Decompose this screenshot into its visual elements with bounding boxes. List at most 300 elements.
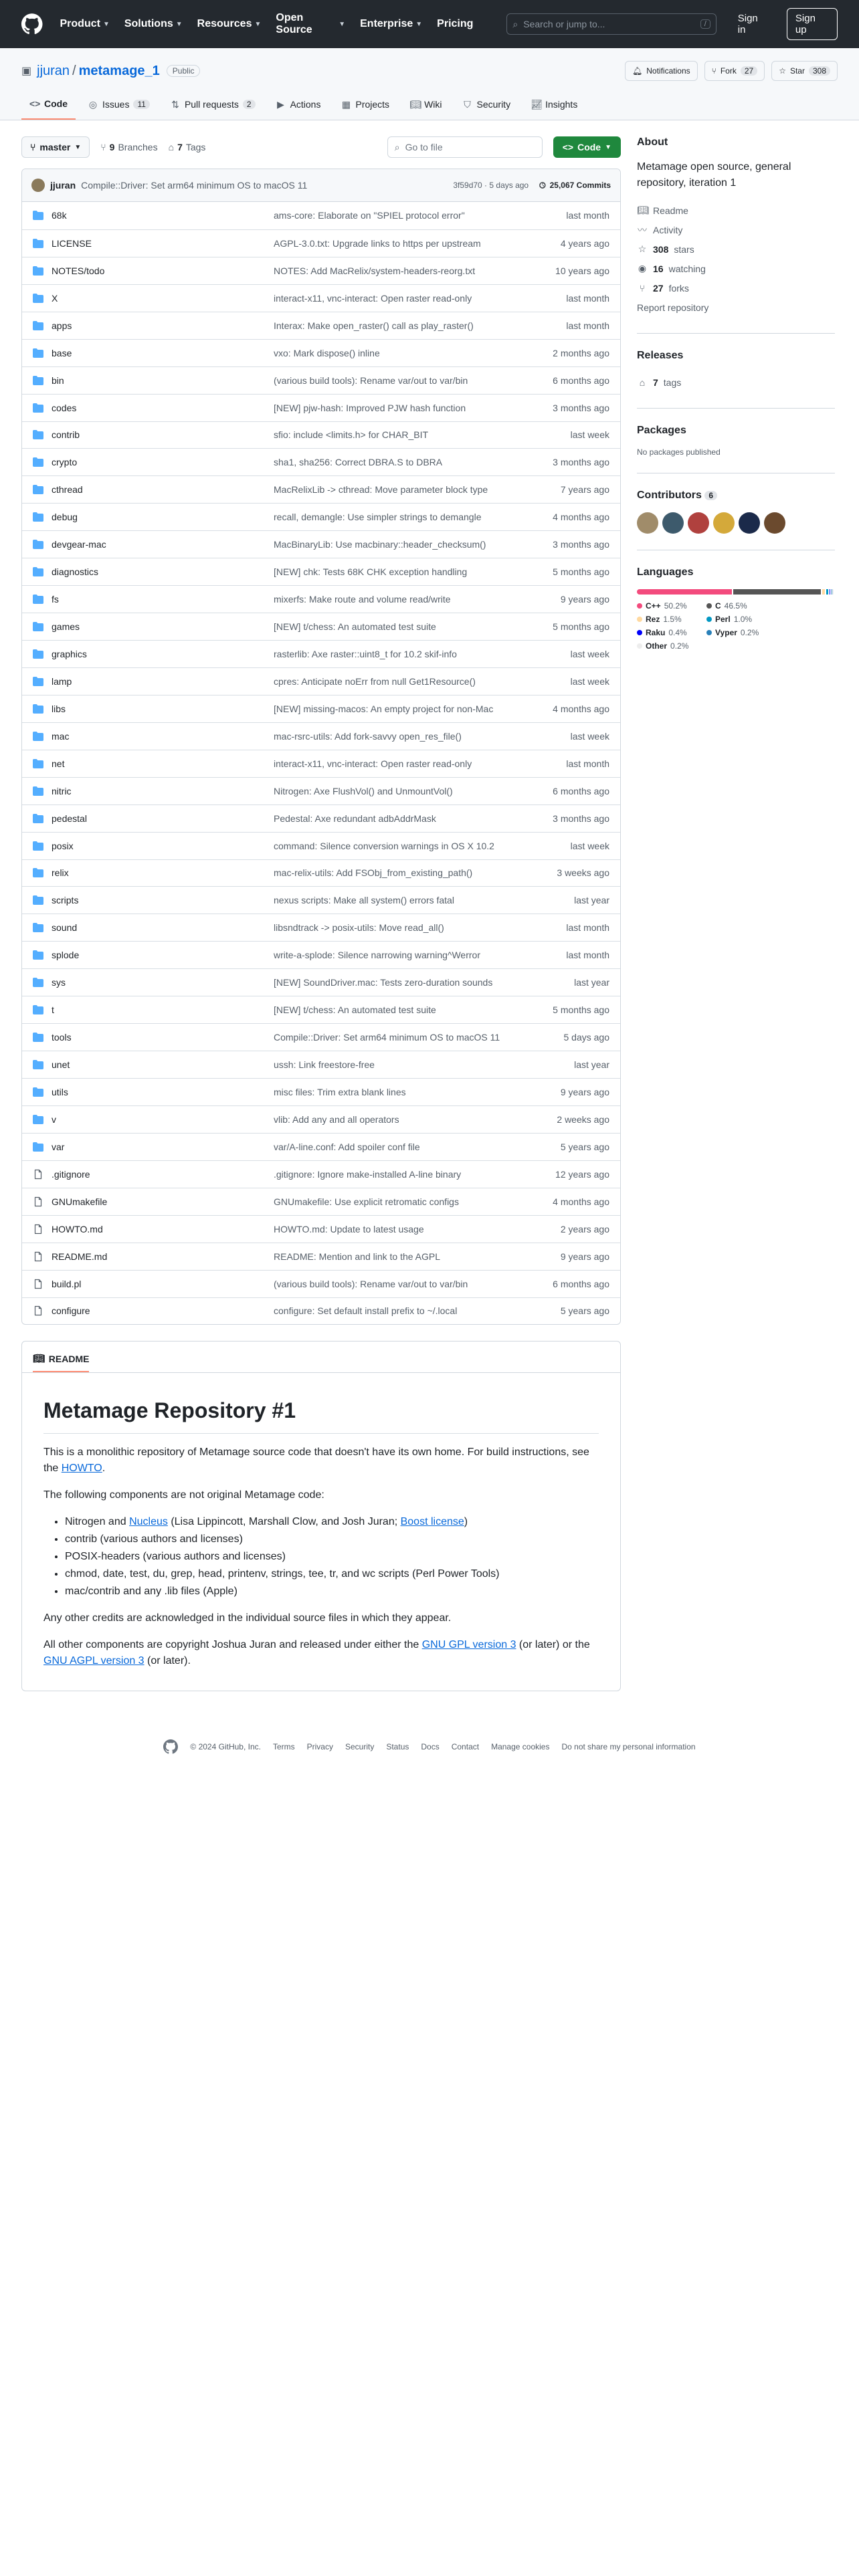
- table-row[interactable]: [22, 832, 620, 859]
- nav-resources[interactable]: [197, 18, 262, 30]
- table-row[interactable]: [22, 1243, 620, 1270]
- copyright-text: (or later) or the: [516, 1639, 590, 1651]
- table-row[interactable]: [22, 1078, 620, 1105]
- chevron-down-icon: ▼: [254, 20, 262, 28]
- repo-icon: ▣: [21, 66, 32, 77]
- file-commit-age: 4 years ago: [560, 237, 609, 249]
- file-commit-message[interactable]: [NEW] SoundDriver.mac: Tests zero-duration sounds: [274, 977, 493, 988]
- file-commit-message[interactable]: recall, demangle: Use simpler strings to demangle: [274, 512, 482, 523]
- table-row[interactable]: [22, 1215, 620, 1243]
- file-name-link[interactable]: unet: [52, 1059, 70, 1071]
- file-name-link[interactable]: apps: [52, 320, 72, 331]
- file-commit-message[interactable]: NOTES: Add MacRelix/system-headers-reorg.txt: [274, 265, 476, 276]
- file-commit-message[interactable]: mac-relix-utils: Add FSObj_from_existing_path(): [274, 867, 473, 879]
- table-row[interactable]: [22, 1297, 620, 1325]
- repo-name-link[interactable]: metamage_1: [78, 63, 160, 78]
- file-name-link[interactable]: libs: [52, 703, 66, 714]
- tab-label: Pull requests: [184, 99, 239, 110]
- file-icon: [33, 1169, 45, 1180]
- wiki-icon: 📖︎: [409, 98, 421, 110]
- file-commit-message[interactable]: MacRelixLib -> cthread: Move parameter block type: [274, 484, 488, 496]
- file-commit-message[interactable]: Interax: Make open_raster() call as play_raster(): [274, 320, 474, 331]
- table-row[interactable]: [22, 996, 620, 1023]
- file-commit-message[interactable]: rasterlib: Axe raster::uint8_t for 10.2 skif-info: [274, 648, 457, 659]
- top-nav: [60, 12, 474, 36]
- folder-icon: [33, 1059, 45, 1070]
- language-name: Perl: [715, 615, 731, 624]
- file-commit-message[interactable]: [NEW] t/chess: An automated test suite: [274, 1004, 436, 1016]
- go-to-file-placeholder: Go to file: [405, 142, 443, 152]
- file-name-link[interactable]: GNUmakefile: [52, 1196, 108, 1207]
- file-name-link[interactable]: base: [52, 347, 72, 358]
- file-commit-message[interactable]: .gitignore: Ignore make-installed A-line binary: [274, 1168, 462, 1180]
- file-name-link[interactable]: codes: [52, 402, 77, 413]
- github-logo-icon[interactable]: [163, 1739, 178, 1754]
- language-bar-segment: [826, 589, 828, 595]
- file-commit-message[interactable]: AGPL-3.0.txt: Upgrade links to https per upstream: [274, 237, 481, 249]
- file-commit-message[interactable]: vxo: Mark dispose() inline: [274, 347, 380, 358]
- language-bar-segment: [833, 589, 834, 595]
- file-name-link[interactable]: lamp: [52, 675, 72, 687]
- language-name: Rez: [646, 615, 660, 624]
- commits-link[interactable]: [539, 181, 611, 191]
- table-row[interactable]: [22, 202, 620, 229]
- fork-label: Fork: [720, 66, 737, 76]
- footer-link-docs[interactable]: Docs: [421, 1742, 440, 1752]
- table-row[interactable]: [22, 722, 620, 750]
- howto-link[interactable]: HOWTO: [61, 1463, 102, 1475]
- avatar[interactable]: [662, 512, 684, 534]
- commit-author[interactable]: jjuran: [50, 180, 76, 191]
- language-color-dot: [706, 630, 712, 635]
- readme-intro-end: .: [102, 1463, 106, 1475]
- code-icon: <>: [562, 142, 574, 152]
- table-row[interactable]: [22, 859, 620, 887]
- sign-up-button[interactable]: Sign up: [787, 8, 838, 40]
- tag-icon: ⌂: [639, 377, 646, 388]
- file-name-link[interactable]: sound: [52, 922, 78, 934]
- table-row[interactable]: [22, 312, 620, 339]
- table-row[interactable]: [22, 914, 620, 941]
- notifications-label: Notifications: [646, 66, 690, 76]
- nav-pricing[interactable]: [437, 18, 473, 30]
- table-row[interactable]: [22, 339, 620, 366]
- readme-intro-text: This is a monolithic repository of Metamage source code that doesn't have its own home. For build instructions, see the: [43, 1446, 589, 1475]
- file-name-link[interactable]: nitric: [52, 785, 72, 796]
- report-repository-link[interactable]: Report repository: [637, 302, 709, 313]
- projects-icon: ▦: [341, 98, 351, 110]
- file-commit-message[interactable]: README: Mention and link to the AGPL: [274, 1251, 441, 1262]
- language-color-dot: [637, 630, 642, 635]
- table-row[interactable]: [22, 284, 620, 312]
- github-logo-icon[interactable]: [21, 13, 43, 35]
- file-name-link[interactable]: crypto: [52, 457, 78, 468]
- tab-insights[interactable]: [522, 92, 585, 120]
- table-row[interactable]: [22, 750, 620, 777]
- nav-product[interactable]: [60, 18, 110, 30]
- chevron-down-icon: ▼: [175, 20, 183, 28]
- folder-icon: [33, 484, 45, 495]
- file-commit-message[interactable]: [NEW] pjw-hash: Improved PJW hash function: [274, 402, 466, 413]
- packages-section: [637, 408, 835, 473]
- table-row[interactable]: [22, 1133, 620, 1160]
- table-row[interactable]: [22, 1188, 620, 1215]
- file-name-link[interactable]: devgear-mac: [52, 539, 106, 550]
- file-commit-message[interactable]: ussh: Link freestore-free: [274, 1059, 375, 1071]
- tab-issues[interactable]: [80, 92, 158, 120]
- table-row[interactable]: [22, 777, 620, 804]
- nav-enterprise-label: Enterprise: [360, 18, 413, 29]
- file-name-link[interactable]: debug: [52, 512, 78, 523]
- search-shortcut-badge: /: [700, 19, 710, 29]
- pull-request-icon: ⇅: [171, 98, 179, 110]
- activity-label: Activity: [653, 224, 683, 235]
- releases-heading[interactable]: Releases: [637, 350, 684, 361]
- language-percent: 0.2%: [740, 628, 759, 637]
- file-name-link[interactable]: t: [52, 1004, 54, 1016]
- file-name-link[interactable]: mac: [52, 730, 70, 742]
- file-commit-age: last year: [574, 977, 609, 988]
- repo-header: [0, 48, 859, 120]
- tab-label: Issues: [102, 99, 130, 110]
- global-header: [0, 0, 859, 48]
- tags-label: Tags: [185, 142, 206, 152]
- folder-icon: [33, 375, 45, 386]
- commit-message[interactable]: Compile::Driver: Set arm64 minimum OS to macOS 11: [81, 180, 308, 191]
- commit-hash-time[interactable]: 3f59d70 · 5 days ago: [453, 181, 529, 190]
- table-row[interactable]: [22, 394, 620, 421]
- footer-link-contact[interactable]: Contact: [451, 1742, 480, 1752]
- file-name-link[interactable]: utils: [52, 1086, 68, 1097]
- boost-license-link[interactable]: Boost license: [400, 1516, 464, 1528]
- table-row[interactable]: [22, 695, 620, 722]
- file-commit-age: 10 years ago: [555, 265, 609, 276]
- file-commit-message[interactable]: configure: Set default install prefix to ~/.local: [274, 1305, 458, 1317]
- file-commit-message[interactable]: interact-x11, vnc-interact: Open raster read-only: [274, 292, 472, 304]
- file-commit-age: 3 months ago: [553, 457, 609, 468]
- table-row[interactable]: [22, 585, 620, 613]
- file-commit-message[interactable]: [NEW] missing-macos: An empty project for non-Mac: [274, 703, 494, 714]
- languages-bar: [637, 589, 835, 595]
- file-commit-message[interactable]: Nitrogen: Axe FlushVol() and UnmountVol(): [274, 785, 453, 796]
- folder-icon: [33, 403, 45, 413]
- stars-label: stars: [674, 243, 694, 255]
- language-color-dot: [637, 617, 642, 622]
- file-name-link[interactable]: contrib: [52, 429, 80, 441]
- sidebar: [637, 136, 835, 1691]
- file-name-link[interactable]: diagnostics: [52, 566, 99, 578]
- table-row[interactable]: [22, 640, 620, 667]
- footer-link-do-not-share[interactable]: Do not share my personal information: [561, 1742, 696, 1752]
- tags-link[interactable]: [169, 142, 206, 152]
- readme-link[interactable]: [637, 201, 835, 220]
- list-item: • POSIX-headers (various authors and licenses): [65, 1549, 599, 1565]
- language-item[interactable]: [637, 628, 701, 637]
- file-commit-message[interactable]: mac-rsrc-utils: Add fork-savvy open_res_file(): [274, 730, 462, 742]
- folder-icon: [33, 210, 45, 221]
- language-item[interactable]: [706, 628, 771, 637]
- file-commit-message[interactable]: Pedestal: Axe redundant adbAddrMask: [274, 813, 436, 824]
- releases-section: [637, 333, 835, 408]
- file-commit-message[interactable]: HOWTO.md: Update to latest usage: [274, 1223, 424, 1235]
- file-commit-age: 5 months ago: [553, 621, 609, 633]
- avatar[interactable]: [31, 179, 45, 192]
- folder-icon: [33, 922, 45, 933]
- tab-projects[interactable]: [332, 92, 397, 120]
- fork-icon: ⑂: [711, 66, 717, 76]
- table-row[interactable]: [22, 448, 620, 475]
- file-commit-age: 7 years ago: [560, 484, 609, 496]
- file-commit-message[interactable]: MacBinaryLib: Use macbinary::header_checksum(): [274, 539, 486, 550]
- file-name-link[interactable]: bin: [52, 374, 64, 386]
- language-color-dot: [637, 603, 642, 609]
- tab-security[interactable]: [454, 92, 519, 120]
- footer-link-privacy[interactable]: Privacy: [306, 1742, 333, 1752]
- table-row[interactable]: [22, 421, 620, 449]
- file-commit-message[interactable]: cpres: Anticipate noErr from null Get1Resource(): [274, 675, 476, 687]
- list-item: • contrib (various authors and licenses): [65, 1531, 599, 1547]
- file-name-link[interactable]: net: [52, 758, 65, 769]
- language-item[interactable]: [706, 615, 771, 624]
- star-button[interactable]: [771, 61, 838, 81]
- file-commit-message[interactable]: [NEW] t/chess: An automated test suite: [274, 621, 436, 633]
- tab-pull-requests[interactable]: [162, 92, 264, 120]
- footer-link-security[interactable]: Security: [345, 1742, 375, 1752]
- folder-icon: [33, 704, 45, 714]
- file-commit-message[interactable]: misc files: Trim extra blank lines: [274, 1086, 406, 1097]
- file-name-link[interactable]: relix: [52, 867, 69, 879]
- avatar[interactable]: [764, 512, 785, 534]
- footer-link-terms[interactable]: Terms: [272, 1742, 295, 1752]
- folder-icon: [33, 621, 45, 632]
- agpl-link[interactable]: GNU AGPL version 3: [43, 1655, 145, 1667]
- nav-solutions[interactable]: [124, 18, 183, 30]
- file-commit-message[interactable]: (various build tools): Rename var/out to var/bin: [274, 374, 468, 386]
- readme-link-label: Readme: [653, 205, 688, 216]
- file-name-link[interactable]: scripts: [52, 895, 79, 906]
- packages-heading[interactable]: Packages: [637, 425, 686, 436]
- watching-link[interactable]: [637, 259, 835, 278]
- table-row[interactable]: [22, 475, 620, 503]
- folder-icon: [33, 457, 45, 467]
- folder-icon: [33, 867, 45, 878]
- file-name-link[interactable]: cthread: [52, 484, 83, 496]
- footer-link-status[interactable]: Status: [386, 1742, 409, 1752]
- avatar[interactable]: [713, 512, 735, 534]
- readme-header: [22, 1341, 620, 1373]
- code-button[interactable]: [553, 136, 621, 158]
- tab-wiki[interactable]: [401, 92, 450, 120]
- forks-link[interactable]: [637, 278, 835, 298]
- commits-count: 25,067 Commits: [549, 181, 611, 190]
- readme-panel: [21, 1341, 621, 1691]
- nav-enterprise[interactable]: [360, 18, 422, 30]
- chevron-down-icon: ▼: [339, 20, 346, 28]
- file-commit-message[interactable]: Compile::Driver: Set arm64 minimum OS to macOS 11: [274, 1032, 500, 1043]
- language-percent: 50.2%: [664, 601, 687, 611]
- table-row[interactable]: [22, 257, 620, 284]
- file-commit-message[interactable]: ams-core: Elaborate on "SPIEL protocol error": [274, 210, 465, 221]
- file-name-link[interactable]: sys: [52, 977, 66, 988]
- file-name-link[interactable]: games: [52, 621, 80, 633]
- stars-count: 308: [653, 243, 669, 255]
- contributors-heading[interactable]: Contributors: [637, 490, 702, 501]
- folder-icon: [33, 566, 45, 577]
- table-row[interactable]: [22, 503, 620, 530]
- stars-link[interactable]: [637, 239, 835, 259]
- folder-icon: [33, 841, 45, 851]
- search-placeholder: Search or jump to...: [523, 19, 605, 29]
- table-row[interactable]: [22, 804, 620, 832]
- language-percent: 1.0%: [733, 615, 753, 624]
- branches-link[interactable]: [100, 142, 157, 152]
- chevron-down-icon: ▼: [415, 20, 423, 28]
- file-name-link[interactable]: LICENSE: [52, 237, 92, 249]
- search-icon: ⌕: [512, 18, 518, 29]
- file-name-link[interactable]: v: [52, 1113, 56, 1125]
- readme-credits: Any other credits are acknowledged in the individual source files in which they appear.: [43, 1612, 452, 1624]
- nav-resources-label: Resources: [197, 18, 252, 29]
- table-row[interactable]: [22, 530, 620, 558]
- notifications-button[interactable]: [625, 61, 698, 81]
- file-icon: [33, 1196, 45, 1207]
- file-commit-message[interactable]: nexus scripts: Make all system() errors fatal: [274, 895, 454, 906]
- book-icon: 📖︎: [637, 205, 649, 215]
- file-name-link[interactable]: README.md: [52, 1251, 108, 1262]
- file-name-link[interactable]: pedestal: [52, 813, 87, 824]
- file-commit-age: last year: [574, 895, 609, 906]
- file-commit-message[interactable]: GNUmakefile: Use explicit retromatic configs: [274, 1196, 459, 1207]
- folder-icon: [33, 731, 45, 742]
- repo-actions: [625, 61, 838, 81]
- file-name-link[interactable]: HOWTO.md: [52, 1223, 103, 1235]
- tab-label: Projects: [355, 99, 390, 110]
- folder-icon: [33, 348, 45, 358]
- file-name-link[interactable]: 68k: [52, 210, 67, 221]
- file-name-link[interactable]: build.pl: [52, 1278, 82, 1289]
- branch-selector[interactable]: [21, 136, 90, 158]
- table-row[interactable]: [22, 667, 620, 695]
- tags-link[interactable]: [637, 372, 835, 392]
- file-name-link[interactable]: X: [52, 292, 58, 304]
- file-name-link[interactable]: graphics: [52, 648, 87, 659]
- language-item[interactable]: [637, 601, 701, 611]
- search-input[interactable]: [506, 13, 716, 35]
- fork-button[interactable]: [704, 61, 765, 81]
- go-to-file-input[interactable]: [387, 136, 543, 158]
- language-item[interactable]: [637, 615, 701, 624]
- table-row[interactable]: [22, 1160, 620, 1188]
- tab-code[interactable]: [21, 92, 76, 120]
- file-commit-message[interactable]: libsndtrack -> posix-utils: Move read_all(): [274, 922, 444, 934]
- table-row[interactable]: [22, 229, 620, 257]
- language-bar-segment: [822, 589, 825, 595]
- file-commit-age: last month: [566, 758, 609, 769]
- file-name-link[interactable]: var: [52, 1141, 65, 1152]
- language-item[interactable]: [637, 641, 701, 651]
- language-name: Raku: [646, 628, 666, 637]
- release-tags-label: tags: [663, 377, 682, 388]
- file-commit-age: last week: [570, 648, 609, 659]
- table-row[interactable]: [22, 1105, 620, 1133]
- file-commit-message[interactable]: sha1, sha256: Correct DBRA.S to DBRA: [274, 457, 443, 468]
- language-item[interactable]: [706, 601, 771, 611]
- file-name-link[interactable]: posix: [52, 840, 74, 851]
- file-commit-message[interactable]: [NEW] chk: Tests 68K CHK exception handling: [274, 566, 468, 578]
- file-commit-message[interactable]: var/A-line.conf: Add spoiler conf file: [274, 1141, 420, 1152]
- readme-tab[interactable]: [33, 1353, 89, 1372]
- file-commit-age: 4 months ago: [553, 512, 609, 523]
- file-commit-message[interactable]: command: Silence conversion warnings in OS X 10.2: [274, 840, 494, 851]
- footer-link-manage-cookies[interactable]: Manage cookies: [491, 1742, 550, 1752]
- tab-label: Actions: [290, 99, 321, 110]
- nucleus-link[interactable]: Nucleus: [129, 1516, 168, 1528]
- file-commit-age: last year: [574, 1059, 609, 1071]
- file-commit-age: 4 months ago: [553, 703, 609, 714]
- sign-in-link[interactable]: Sign in: [737, 13, 758, 35]
- table-row[interactable]: [22, 886, 620, 914]
- file-commit-age: 9 years ago: [560, 594, 609, 605]
- file-name-link[interactable]: splode: [52, 950, 80, 961]
- file-name-link[interactable]: tools: [52, 1032, 72, 1043]
- pulse-icon: 〰: [638, 224, 647, 235]
- table-row[interactable]: [22, 1023, 620, 1051]
- table-row[interactable]: [22, 941, 620, 968]
- chevron-down-icon: ▼: [102, 20, 110, 28]
- file-commit-message[interactable]: vlib: Add any and all operators: [274, 1113, 399, 1125]
- repo-owner-link[interactable]: jjuran: [37, 63, 70, 78]
- file-name-link[interactable]: .gitignore: [52, 1168, 90, 1180]
- table-row[interactable]: [22, 1270, 620, 1297]
- table-row[interactable]: [22, 558, 620, 585]
- file-commit-age: last month: [566, 320, 609, 331]
- table-row[interactable]: [22, 1051, 620, 1078]
- table-row[interactable]: [22, 366, 620, 394]
- issue-icon: ◎: [88, 98, 98, 110]
- file-commit-message[interactable]: sfio: include <limits.h> for CHAR_BIT: [274, 429, 429, 441]
- file-name-link[interactable]: fs: [52, 594, 59, 605]
- avatar[interactable]: [637, 512, 658, 534]
- repo-tabs: [21, 92, 585, 120]
- table-row[interactable]: [22, 613, 620, 640]
- avatar[interactable]: [688, 512, 709, 534]
- about-section: [637, 136, 835, 333]
- file-commit-message[interactable]: write-a-splode: Silence narrowing warning^Werror: [274, 950, 480, 961]
- release-tags-count: 7: [653, 377, 658, 388]
- file-toolbar: [21, 136, 621, 158]
- book-icon: 📖︎: [33, 1353, 45, 1364]
- file-commit-message[interactable]: interact-x11, vnc-interact: Open raster read-only: [274, 758, 472, 769]
- file-name-link[interactable]: configure: [52, 1305, 90, 1317]
- file-commit-message[interactable]: (various build tools): Rename var/out to var/bin: [274, 1278, 468, 1289]
- path-separator: /: [72, 63, 76, 78]
- folder-icon: [33, 977, 45, 988]
- file-commit-message[interactable]: mixerfs: Make route and volume read/write: [274, 594, 451, 605]
- table-row[interactable]: [22, 968, 620, 996]
- avatar[interactable]: [739, 512, 760, 534]
- readme-component-list: [43, 1514, 599, 1600]
- file-commit-age: 5 years ago: [560, 1305, 609, 1317]
- folder-icon: [33, 649, 45, 659]
- contributors-section: [637, 473, 835, 550]
- file-commit-age: 3 months ago: [553, 813, 609, 824]
- gpl-link[interactable]: GNU GPL version 3: [421, 1639, 516, 1651]
- language-name: C: [715, 601, 721, 611]
- file-name-link[interactable]: NOTES/todo: [52, 265, 105, 276]
- tab-actions[interactable]: [268, 92, 329, 120]
- activity-link[interactable]: [637, 220, 835, 239]
- nav-open-source[interactable]: [276, 12, 345, 36]
